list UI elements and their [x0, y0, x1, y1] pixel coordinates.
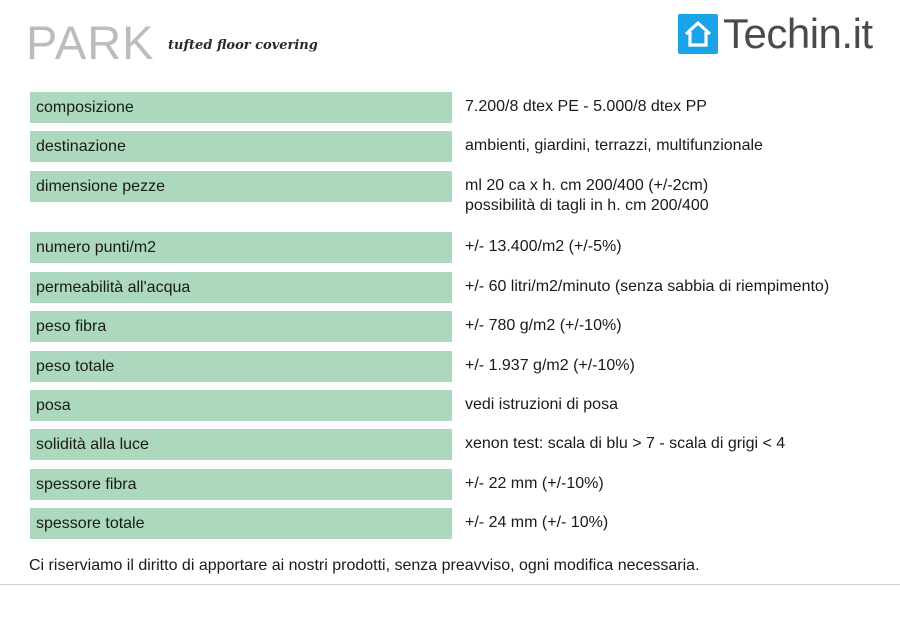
spec-value: ml 20 ca x h. cm 200/400 (+/-2cm) possibilità di tagli in h. cm 200/400 [465, 177, 709, 214]
spec-value: +/- 780 g/m2 (+/-10%) [465, 317, 622, 334]
spec-label: permeabilità all'acqua [30, 272, 452, 303]
spec-label: spessore fibra [30, 469, 452, 500]
spec-label: composizione [30, 92, 452, 123]
spec-value: vedi istruzioni di posa [465, 396, 618, 413]
spec-label: peso totale [30, 351, 452, 382]
spec-value: 7.200/8 dtex PE - 5.000/8 dtex PP [465, 98, 707, 115]
spec-value: ambienti, giardini, terrazzi, multifunzionale [465, 137, 763, 154]
spec-value: +/- 60 litri/m2/minuto (senza sabbia di riempimento) [465, 278, 830, 295]
spec-label: peso fibra [30, 311, 452, 342]
product-title: PARK [26, 16, 155, 69]
spec-label: numero punti/m2 [30, 232, 452, 263]
spec-value: +/- 22 mm (+/-10%) [465, 475, 604, 492]
spec-value: +/- 13.400/m2 (+/-5%) [465, 238, 622, 255]
spec-label: spessore totale [30, 508, 452, 539]
spec-label: solidità alla luce [30, 429, 452, 460]
spec-value: +/- 24 mm (+/- 10%) [465, 514, 609, 531]
techin-logo[interactable] [678, 10, 873, 57]
divider [0, 584, 900, 585]
spec-label: posa [30, 390, 452, 421]
spec-value: +/- 1.937 g/m2 (+/-10%) [465, 357, 635, 374]
spec-value: xenon test: scala di blu > 7 - scala di grigi < 4 [465, 435, 786, 452]
house-icon [678, 14, 718, 54]
spec-label: destinazione [30, 131, 452, 162]
disclaimer-text: Ci riserviamo il diritto di apportare ai nostri prodotti, senza preavviso, ogni modifica necessaria. [29, 557, 700, 574]
product-subtitle: tufted floor covering [168, 38, 318, 53]
logo-text: Techin.it [723, 10, 873, 57]
spec-label: dimensione pezze [30, 171, 452, 202]
